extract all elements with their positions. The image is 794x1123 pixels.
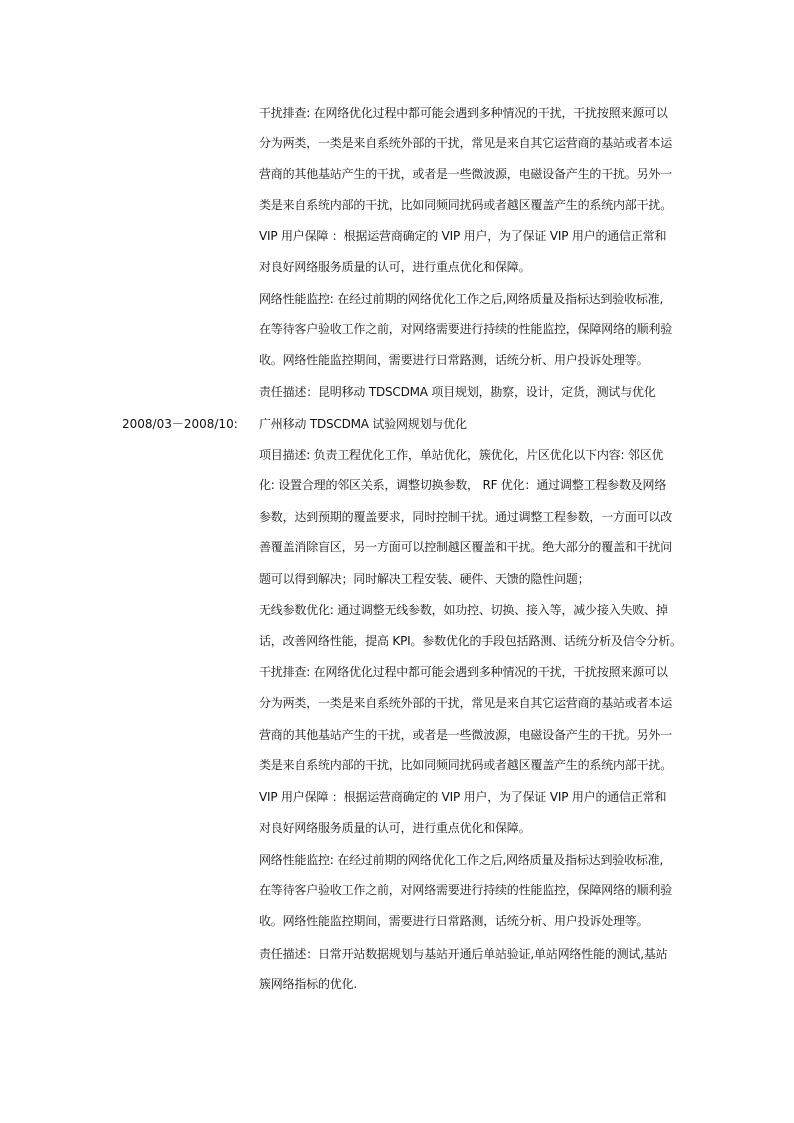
text-line: 题可以得到解决；同时解决工程安装、硬件、天馈的隐性问题； [259, 572, 590, 586]
text-line: 项目描述: 负责工程优化工作，单站优化，簇优化，片区优化以下内容: 邻区优 [259, 448, 664, 462]
text-line: 参数，达到预期的覆盖要求，同时控制干扰。通过调整工程参数，一方面可以改 [259, 510, 673, 524]
text-line: 对良好网络服务质量的认可，进行重点优化和保障。 [259, 821, 531, 835]
text-line: VIP 用户保障 ：根据运营商确定的 VIP 用户，为了保证 VIP 用户的通信正常和 [259, 790, 667, 804]
text-line: 善覆盖消除盲区，另一方面可以控制越区覆盖和干扰。绝大部分的覆盖和干扰问 [259, 540, 673, 554]
text-line: 化: 设置合理的邻区关系，调整切换参数， RF 优化：通过调整工程参数及网络 [259, 478, 667, 492]
text-line: 在等待客户验收工作之前，对网络需要进行持续的性能监控，保障网络的顺利验 [259, 883, 673, 897]
text-line: 话，改善网络性能，提高 KPI。参数优化的手段包括路测、话统分析及信令分析。 [259, 634, 682, 648]
text-line: 网络性能监控: 在经过前期的网络优化工作之后,网络质量及指标达到验收标准, [259, 292, 664, 306]
text-line: 无线参数优化: 通过调整无线参数，如功控、切换、接入等，减少接入失败、掉 [259, 603, 668, 617]
text-line: 责任描述：日常开站数据规划与基站开通后单站验证,单站网络性能的测试,基站 [259, 947, 668, 961]
text-line: 干扰排查: 在网络优化过程中都可能会遇到多种情况的干扰，干扰按照来源可以 [259, 665, 668, 679]
text-line: 分为两类，一类是来自系统外部的干扰，常见是来自其它运营商的基站或者本运 [259, 696, 673, 710]
text-line: 类是来自系统内部的干扰，比如同频同扰码或者越区覆盖产生的系统内部干扰。 [259, 198, 673, 212]
text-line: 对良好网络服务质量的认可，进行重点优化和保障。 [259, 260, 531, 274]
project-title: 广州移动 TDSCDMA 试验网规划与优化 [259, 417, 467, 431]
text-line: 在等待客户验收工作之前，对网络需要进行持续的性能监控，保障网络的顺利验 [259, 322, 673, 336]
text-line: 干扰排查: 在网络优化过程中都可能会遇到多种情况的干扰，干扰按照来源可以 [259, 106, 668, 120]
text-line: 收。网络性能监控期间，需要进行日常路测，话统分析、用户投诉处理等。 [259, 914, 649, 928]
text-line: 责任描述：昆明移动 TDSCDMA 项目规划，勘察，设计，定货，测试与优化 [259, 385, 656, 399]
entry-date: 2008/03－2008/10: [122, 417, 238, 431]
text-line: 类是来自系统内部的干扰，比如同频同扰码或者越区覆盖产生的系统内部干扰。 [259, 758, 673, 772]
text-line: 营商的其他基站产生的干扰，或者是一些微波源，电磁设备产生的干扰。另外一 [259, 167, 673, 181]
text-line: 营商的其他基站产生的干扰，或者是一些微波源，电磁设备产生的干扰。另外一 [259, 728, 673, 742]
text-line: VIP 用户保障 ：根据运营商确定的 VIP 用户，为了保证 VIP 用户的通信正常和 [259, 229, 667, 243]
text-line: 网络性能监控: 在经过前期的网络优化工作之后,网络质量及指标达到验收标准, [259, 853, 664, 867]
text-line: 分为两类，一类是来自系统外部的干扰，常见是来自其它运营商的基站或者本运 [259, 136, 673, 150]
text-line: 收。网络性能监控期间，需要进行日常路测，话统分析、用户投诉处理等。 [259, 353, 649, 367]
text-line: 簇网络指标的优化. [259, 977, 358, 991]
